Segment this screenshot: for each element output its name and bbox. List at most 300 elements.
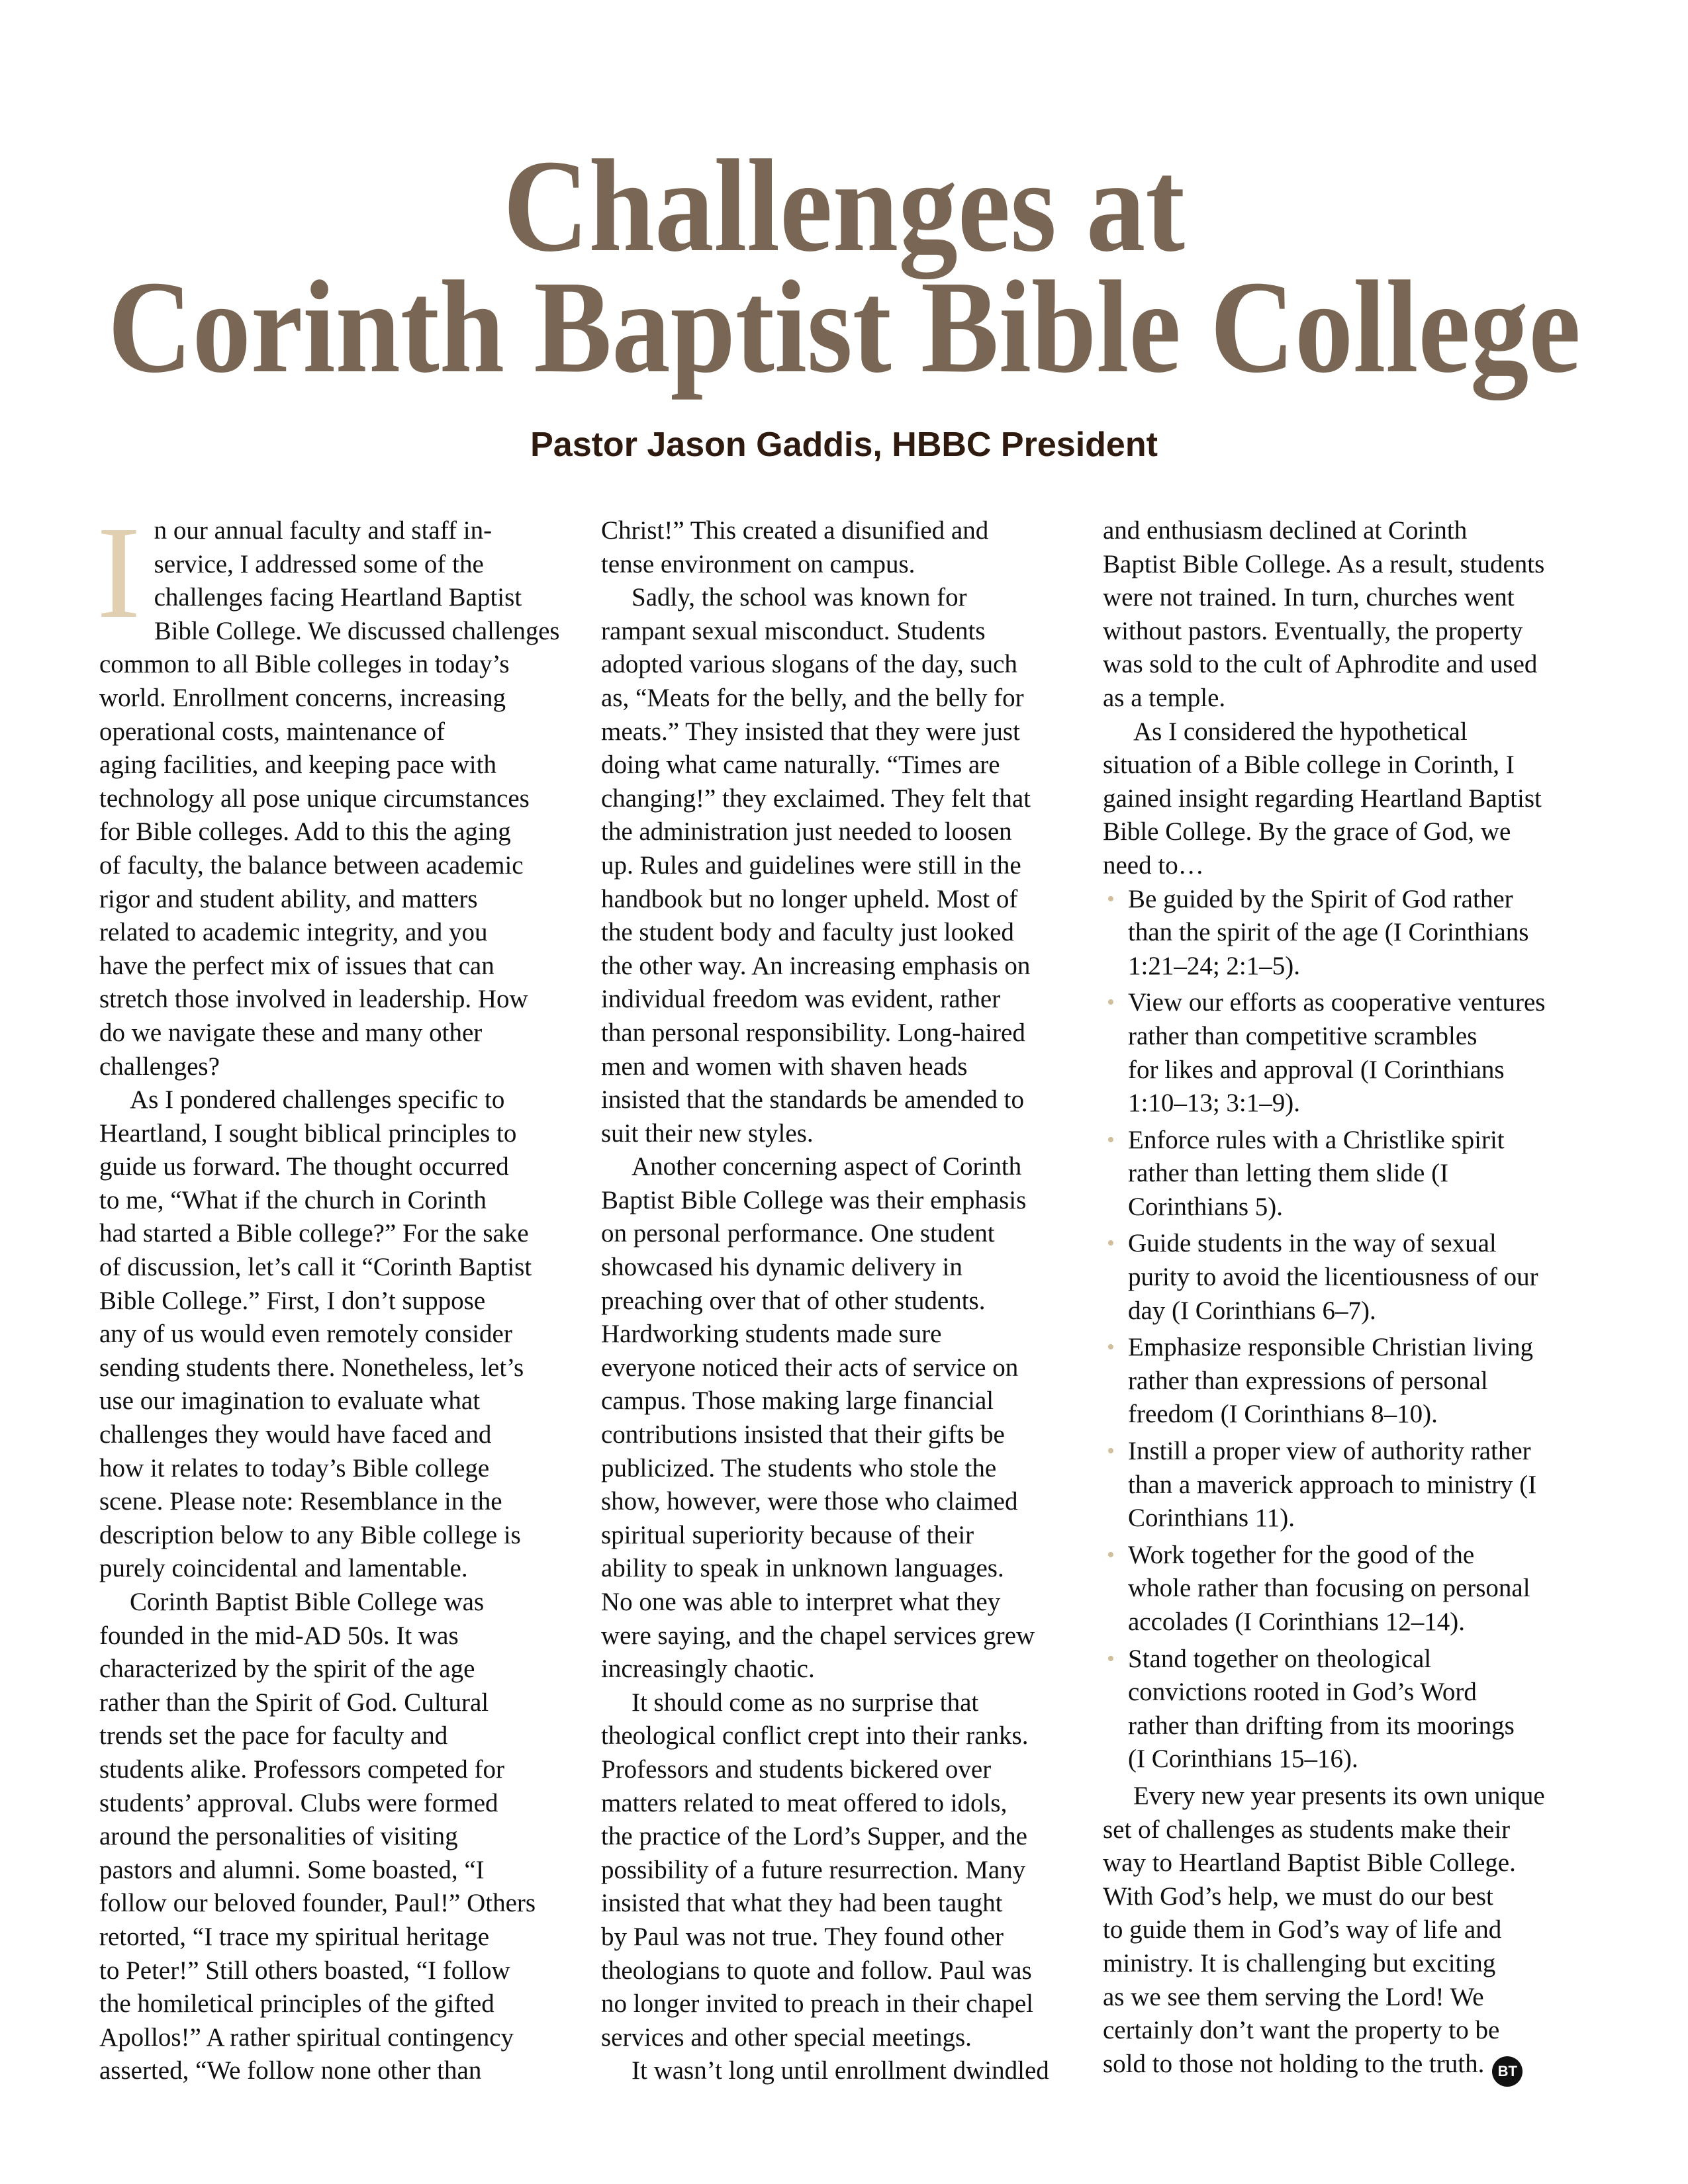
- line-text: the homiletical principles of the gifted: [99, 1989, 494, 2019]
- line-text: everyone noticed their acts of service on: [601, 1353, 1019, 1382]
- line-text: than a maverick approach to ministry (I: [1128, 1470, 1537, 1499]
- line-text: Baptist Bible College was their emphasis: [601, 1185, 1027, 1214]
- text-line: [601, 514, 1064, 548]
- line-text: certainly don’t want the property to be: [1103, 2016, 1500, 2045]
- line-text: Bible College.” First, I don’t suppose: [99, 1286, 486, 1315]
- line-text: need to…: [1103, 850, 1204, 880]
- line-text: Corinthians 5).: [1128, 1192, 1283, 1221]
- text-line: [601, 815, 1064, 849]
- text-line: [1103, 648, 1573, 682]
- line-text: ability to speak in unknown languages.: [601, 1554, 1004, 1583]
- text-line: [601, 648, 1064, 682]
- text-line: [99, 648, 559, 682]
- line-text: without pastors. Eventually, the property: [1103, 616, 1523, 645]
- text-line: [99, 1921, 559, 1954]
- article-title-line-1: [0, 133, 1688, 279]
- text-line: [1128, 1365, 1573, 1398]
- text-line: [99, 1351, 559, 1385]
- line-text: individual freedom was evident, rather: [601, 985, 1001, 1014]
- line-text: around the personalities of visiting: [99, 1822, 458, 1851]
- text-line: [601, 1519, 1064, 1553]
- line-text: the student body and faculty just looked: [601, 918, 1014, 947]
- text-line: [1128, 1606, 1573, 1639]
- paragraph: [601, 1686, 1064, 2055]
- text-line: [601, 1184, 1064, 1218]
- line-text: rather than drifting from its moorings: [1128, 1711, 1515, 1740]
- line-text: way to Heartland Baptist Bible College.: [1103, 1848, 1516, 1878]
- line-text: Hardworking students made sure: [601, 1320, 942, 1349]
- text-line: [601, 1887, 1064, 1921]
- title-text: Challenges at: [503, 133, 1185, 279]
- text-line: [99, 1686, 559, 1720]
- line-text: challenges facing Heartland Baptist: [154, 583, 522, 612]
- line-text: to me, “What if the church in Corinth: [99, 1185, 487, 1214]
- line-text: handbook but no longer upheld. Most of: [601, 884, 1018, 913]
- line-text: service, I addressed some of the: [154, 549, 484, 578]
- line-text: Instill a proper view of authority rather: [1128, 1437, 1531, 1466]
- text-line: [601, 1619, 1064, 1653]
- line-text: rigor and student ability, and matters: [99, 884, 478, 913]
- line-text: 1:10–13; 3:1–9).: [1128, 1089, 1300, 1118]
- text-line: [1103, 749, 1573, 782]
- bullet-icon: •: [1107, 990, 1115, 1015]
- text-line: [1128, 1124, 1573, 1158]
- text-line: [99, 1519, 559, 1553]
- text-line: [99, 1385, 559, 1418]
- text-line: [601, 1854, 1064, 1888]
- line-text: Bible College. By the grace of God, we: [1103, 817, 1511, 846]
- line-text: scene. Please note: Resemblance in the: [99, 1487, 502, 1516]
- line-text: As I considered the hypothetical: [1133, 717, 1468, 746]
- text-line: [601, 983, 1064, 1017]
- line-text: follow our beloved founder, Paul!” Others: [99, 1889, 536, 1918]
- text-line: [1128, 1020, 1573, 1054]
- line-text: Emphasize responsible Christian living: [1128, 1333, 1533, 1362]
- text-line: [601, 1719, 1064, 1753]
- text-line: [601, 1787, 1064, 1821]
- text-line: [1128, 916, 1573, 950]
- paragraph: [601, 2054, 1064, 2088]
- text-line: [99, 615, 559, 649]
- line-text: tense environment on campus.: [601, 549, 915, 578]
- text-line: [99, 2054, 559, 2088]
- line-text: matters related to meat offered to idols,: [601, 1788, 1008, 1817]
- text-line: [1128, 1572, 1573, 1606]
- line-text: for Bible colleges. Add to this the aging: [99, 817, 511, 846]
- line-text: 1:21–24; 2:1–5).: [1128, 951, 1300, 980]
- line-text: have the perfect mix of issues that can: [99, 951, 494, 980]
- line-text: operational costs, maintenance of: [99, 717, 445, 746]
- text-line: [1103, 1947, 1573, 1981]
- line-text: the other way. An increasing emphasis on: [601, 951, 1031, 980]
- text-line: [99, 1217, 559, 1251]
- paragraph: [601, 1150, 1064, 1686]
- text-line: [601, 1050, 1064, 1084]
- text-line: [1103, 1913, 1573, 1947]
- line-text: convictions rooted in God’s Word: [1128, 1678, 1477, 1707]
- text-line: [601, 916, 1064, 950]
- line-text: to Peter!” Still others boasted, “I follow: [99, 1956, 510, 1985]
- text-line: [99, 1820, 559, 1854]
- line-text: of discussion, let’s call it “Corinth Baptist: [99, 1253, 532, 1282]
- text-line: [601, 1653, 1064, 1686]
- line-text: Professors and students bickered over: [601, 1754, 992, 1784]
- text-line: [601, 1117, 1064, 1151]
- text-line: [601, 1017, 1064, 1050]
- line-text: retorted, “I trace my spiritual heritage: [99, 1922, 490, 1951]
- line-text: spiritual superiority because of their: [601, 1520, 974, 1549]
- line-text: suit their new styles.: [601, 1118, 814, 1148]
- line-text: trends set the pace for faculty and: [99, 1721, 448, 1751]
- bullet-icon: •: [1107, 1439, 1115, 1464]
- text-line: [99, 715, 559, 749]
- line-text: were saying, and the chapel services grew: [601, 1621, 1035, 1650]
- text-line: [1128, 1227, 1573, 1261]
- text-line: [601, 1586, 1064, 1619]
- line-text: set of challenges as students make their: [1103, 1815, 1511, 1844]
- line-text: It wasn’t long until enrollment dwindled: [632, 2056, 1049, 2085]
- text-line: [99, 883, 559, 917]
- paragraph: [601, 514, 1064, 581]
- line-text: do we navigate these and many other: [99, 1018, 483, 1047]
- line-text: insisted that the standards be amended to: [601, 1085, 1025, 1115]
- line-text: Enforce rules with a Christlike spirit: [1128, 1125, 1505, 1154]
- text-line: [601, 749, 1064, 782]
- text-line: [99, 1987, 559, 2021]
- text-line: [601, 950, 1064, 983]
- text-line: [601, 2021, 1064, 2055]
- text-line: [99, 1251, 559, 1285]
- paragraph: [1103, 514, 1573, 715]
- text-line: [99, 950, 559, 983]
- text-line: [1128, 1502, 1573, 1535]
- line-text: theological conflict crept into their ranks.: [601, 1721, 1029, 1751]
- text-line: [601, 1954, 1064, 1988]
- line-text: as we see them serving the Lord! We: [1103, 1982, 1484, 2011]
- paragraph: [601, 581, 1064, 1150]
- text-line: [1128, 1191, 1573, 1224]
- column-3: [1103, 514, 1573, 2081]
- text-line: [601, 1753, 1064, 1787]
- text-line: [99, 1653, 559, 1686]
- text-line: [601, 1418, 1064, 1452]
- text-line: [601, 1351, 1064, 1385]
- article-title-line-2: [0, 254, 1688, 400]
- end-mark-logo-icon: BT: [1492, 2056, 1523, 2087]
- line-text: sending students there. Nonetheless, let’s: [99, 1353, 524, 1382]
- text-line: [1128, 1261, 1573, 1295]
- line-text: rather than competitive scrambles: [1128, 1021, 1477, 1050]
- paragraph: [1103, 1780, 1573, 2081]
- line-text: freedom (I Corinthians 8–10).: [1128, 1400, 1438, 1429]
- text-line: [1128, 1435, 1573, 1469]
- line-text: common to all Bible colleges in today’s: [99, 650, 510, 679]
- line-text: to guide them in God’s way of life and: [1103, 1915, 1502, 1944]
- author-byline: Pastor Jason Gaddis, HBBC President: [530, 426, 1158, 464]
- text-line: [601, 1385, 1064, 1418]
- text-line: [601, 1285, 1064, 1318]
- text-line: [1103, 1813, 1573, 1847]
- bullet-list-item: [1103, 1124, 1573, 1224]
- text-line: [99, 782, 559, 816]
- line-text: Heartland, I sought biblical principles to: [99, 1118, 517, 1148]
- line-text: adopted various slogans of the day, such: [601, 650, 1017, 679]
- line-text: gained insight regarding Heartland Baptist: [1103, 784, 1542, 813]
- line-text: theologians to quote and follow. Paul was: [601, 1956, 1032, 1985]
- bullet-icon: •: [1107, 1231, 1115, 1256]
- text-line: [99, 1184, 559, 1218]
- bullet-icon: •: [1107, 1127, 1115, 1152]
- text-line: [601, 682, 1064, 715]
- line-text: the practice of the Lord’s Supper, and the: [601, 1822, 1027, 1851]
- paragraph: [1103, 715, 1573, 883]
- line-text: Every new year presents its own unique: [1133, 1781, 1545, 1810]
- text-line: [601, 1820, 1064, 1854]
- line-text: how it relates to today’s Bible college: [99, 1453, 490, 1482]
- bullet-list-item: [1103, 1643, 1573, 1776]
- text-line: [1128, 1295, 1573, 1328]
- text-line: [99, 1719, 559, 1753]
- line-text: publicized. The students who stole the: [601, 1453, 997, 1482]
- text-line: [1103, 682, 1573, 715]
- line-text: show, however, were those who claimed: [601, 1487, 1018, 1516]
- line-text: increasingly chaotic.: [601, 1655, 815, 1684]
- text-line: [601, 883, 1064, 917]
- column-2: [601, 514, 1064, 2088]
- line-text: Be guided by the Spirit of God rather: [1128, 884, 1513, 913]
- text-line: [99, 1017, 559, 1050]
- line-text: (I Corinthians 15–16).: [1128, 1745, 1358, 1774]
- line-text: accolades (I Corinthians 12–14).: [1128, 1608, 1466, 1636]
- text-line: [99, 2021, 559, 2055]
- text-line: [99, 1285, 559, 1318]
- column-1: [97, 500, 559, 2088]
- line-text: no longer invited to preach in their chapel: [601, 1989, 1034, 2019]
- text-line: [99, 1887, 559, 1921]
- text-line: [99, 1150, 559, 1184]
- line-text: Another concerning aspect of Corinth: [632, 1152, 1022, 1181]
- text-line: [99, 1753, 559, 1787]
- line-text: purity to avoid the licentiousness of our: [1128, 1263, 1538, 1292]
- line-text: rampant sexual misconduct. Students: [601, 616, 986, 645]
- text-line: [99, 1318, 559, 1351]
- paragraph: [97, 500, 559, 1083]
- text-line: [1128, 986, 1573, 1020]
- text-line: [1128, 1398, 1573, 1432]
- text-line: [1103, 581, 1573, 615]
- line-text: by Paul was not true. They found other: [601, 1922, 1004, 1951]
- text-line: [99, 1552, 559, 1586]
- line-text: as, “Meats for the belly, and the belly for: [601, 683, 1024, 712]
- bullet-list-item: [1103, 1539, 1573, 1639]
- line-text: campus. Those making large financial: [601, 1387, 994, 1416]
- text-line: [99, 1854, 559, 1888]
- line-text: had started a Bible college?” For the sake: [99, 1219, 529, 1248]
- line-text: Work together for the good of the: [1128, 1540, 1475, 1569]
- line-text: characterized by the spirit of the age: [99, 1655, 475, 1684]
- line-text: doing what came naturally. “Times are: [601, 751, 1000, 780]
- line-text: contributions insisted that their gifts be: [601, 1420, 1005, 1449]
- line-text: rather than the Spirit of God. Cultural: [99, 1688, 489, 1717]
- line-text: was sold to the cult of Aphrodite and used: [1103, 650, 1538, 679]
- line-text: meats.” They insisted that they were just: [601, 717, 1020, 746]
- bullet-list-item: [1103, 1435, 1573, 1535]
- line-text: As I pondered challenges specific to: [130, 1085, 505, 1115]
- text-line: [1103, 815, 1573, 849]
- text-line: [1128, 1676, 1573, 1709]
- line-text: stretch those involved in leadership. How: [99, 985, 528, 1014]
- line-text: With God’s help, we must do our best: [1103, 1882, 1493, 1911]
- text-line: [99, 1117, 559, 1151]
- line-text: asserted, “We follow none other than: [99, 2056, 482, 2085]
- text-line: [1103, 1981, 1573, 2015]
- text-line: [1128, 1743, 1573, 1776]
- line-text: Corinthians 11).: [1128, 1504, 1295, 1533]
- text-line: [1128, 1087, 1573, 1120]
- text-line: [1103, 849, 1573, 883]
- line-text: for likes and approval (I Corinthians: [1128, 1055, 1505, 1084]
- text-line: [99, 581, 559, 615]
- text-line: [1103, 2048, 1573, 2081]
- line-text: pastors and alumni. Some boasted, “I: [99, 1855, 485, 1884]
- text-line: [1128, 1331, 1573, 1365]
- line-text: day (I Corinthians 6–7).: [1128, 1296, 1376, 1325]
- text-line: [1103, 715, 1573, 749]
- line-text: rather than letting them slide (I: [1128, 1159, 1449, 1188]
- text-line: [99, 1452, 559, 1486]
- text-line: [99, 1418, 559, 1452]
- line-text: purely coincidental and lamentable.: [99, 1554, 468, 1583]
- text-line: [601, 1318, 1064, 1351]
- line-text: Christ!” This created a disunified and: [601, 516, 989, 545]
- line-text: challenges they would have faced and: [99, 1420, 492, 1449]
- text-line: [99, 1619, 559, 1653]
- text-line: [99, 548, 559, 582]
- text-line: [601, 615, 1064, 649]
- title-text: Corinth Baptist Bible College: [107, 254, 1581, 400]
- text-line: [601, 1987, 1064, 2021]
- text-line: [601, 1552, 1064, 1586]
- line-text: It should come as no surprise that: [632, 1688, 979, 1717]
- line-text: whole rather than focusing on personal: [1128, 1574, 1530, 1603]
- line-text: up. Rules and guidelines were still in the: [601, 850, 1021, 880]
- line-text: showcased his dynamic delivery in: [601, 1253, 962, 1282]
- line-text: description below to any Bible college is: [99, 1520, 521, 1549]
- bullet-icon: •: [1107, 886, 1115, 911]
- line-text: students alike. Professors competed for: [99, 1754, 504, 1784]
- line-text: use our imagination to evaluate what: [99, 1387, 481, 1416]
- drop-cap: I: [97, 500, 141, 646]
- line-text: preaching over that of other students.: [601, 1286, 986, 1315]
- text-line: [601, 1686, 1064, 1720]
- line-text: aging facilities, and keeping pace with: [99, 751, 496, 780]
- bullet-list-item: [1103, 1331, 1573, 1432]
- text-line: [601, 1485, 1064, 1519]
- text-line: [601, 581, 1064, 615]
- line-text: n our annual faculty and staff in-: [154, 516, 492, 545]
- line-text: related to academic integrity, and you: [99, 918, 488, 947]
- line-text: than the spirit of the age (I Corinthians: [1128, 918, 1529, 947]
- line-text: Apollos!” A rather spiritual contingency: [99, 2023, 514, 2052]
- line-text: Baptist Bible College. As a result, students: [1103, 549, 1545, 578]
- text-line: [1103, 2014, 1573, 2048]
- bullet-icon: •: [1107, 1335, 1115, 1360]
- text-line: [601, 1921, 1064, 1954]
- text-line: [601, 2054, 1064, 2088]
- line-text: any of us would even remotely consider: [99, 1320, 512, 1349]
- line-text: situation of a Bible college in Corinth, I: [1103, 751, 1515, 780]
- line-text: the administration just needed to loosen: [601, 817, 1012, 846]
- line-text: Sadly, the school was known for: [632, 583, 967, 612]
- text-line: [601, 1150, 1064, 1184]
- line-text: world. Enrollment concerns, increasing: [99, 683, 506, 712]
- bullet-icon: •: [1107, 1646, 1115, 1671]
- text-line: [1128, 883, 1573, 917]
- text-line: [1128, 1157, 1573, 1191]
- line-text: Bible College. We discussed challenges: [154, 616, 559, 645]
- text-line: [1128, 1643, 1573, 1676]
- text-line: [601, 849, 1064, 883]
- text-line: [99, 849, 559, 883]
- text-line: [99, 1083, 559, 1117]
- text-line: [601, 715, 1064, 749]
- line-text: were not trained. In turn, churches went: [1103, 583, 1515, 612]
- line-text: changing!” they exclaimed. They felt that: [601, 784, 1031, 813]
- text-line: [99, 749, 559, 782]
- text-line: [1103, 1780, 1573, 1813]
- bullet-icon: •: [1107, 1542, 1115, 1567]
- text-line: [99, 916, 559, 950]
- bullet-list-item: [1103, 883, 1573, 983]
- bullet-list-item: [1103, 1227, 1573, 1328]
- text-line: [1128, 1469, 1573, 1502]
- text-line: [1103, 782, 1573, 816]
- text-line: [99, 1954, 559, 1988]
- paragraph: [99, 1586, 559, 2088]
- text-line: [99, 1586, 559, 1619]
- text-line: [601, 1217, 1064, 1251]
- text-line: [99, 1787, 559, 1821]
- text-line: [99, 682, 559, 715]
- text-line: [1128, 950, 1573, 983]
- line-text: insisted that what they had been taught: [601, 1889, 1003, 1918]
- line-text: than personal responsibility. Long-haired: [601, 1018, 1025, 1047]
- line-text: guide us forward. The thought occurred: [99, 1152, 509, 1181]
- line-text: View our efforts as cooperative ventures: [1128, 988, 1546, 1017]
- text-line: [1103, 1846, 1573, 1880]
- line-text: students’ approval. Clubs were formed: [99, 1788, 498, 1817]
- line-text: Guide students in the way of sexual: [1128, 1229, 1497, 1258]
- text-line: [99, 1050, 559, 1084]
- text-line: [1128, 1709, 1573, 1743]
- text-line: [1128, 1539, 1573, 1572]
- text-line: [601, 548, 1064, 582]
- text-line: [601, 782, 1064, 816]
- line-text: possibility of a future resurrection. Many: [601, 1855, 1026, 1884]
- line-text: technology all pose unique circumstances: [99, 784, 530, 813]
- line-text: challenges?: [99, 1052, 220, 1081]
- text-line: [1128, 1054, 1573, 1087]
- line-text: of faculty, the balance between academic: [99, 850, 524, 880]
- line-text: on personal performance. One student: [601, 1219, 995, 1248]
- line-text: Stand together on theological: [1128, 1644, 1432, 1673]
- line-text: ministry. It is challenging but exciting: [1103, 1948, 1496, 1978]
- paragraph: [99, 1083, 559, 1586]
- line-text: founded in the mid-AD 50s. It was: [99, 1621, 459, 1650]
- text-line: [1103, 514, 1573, 548]
- line-text: Corinth Baptist Bible College was: [130, 1588, 485, 1616]
- line-text: No one was able to interpret what they: [601, 1588, 1001, 1616]
